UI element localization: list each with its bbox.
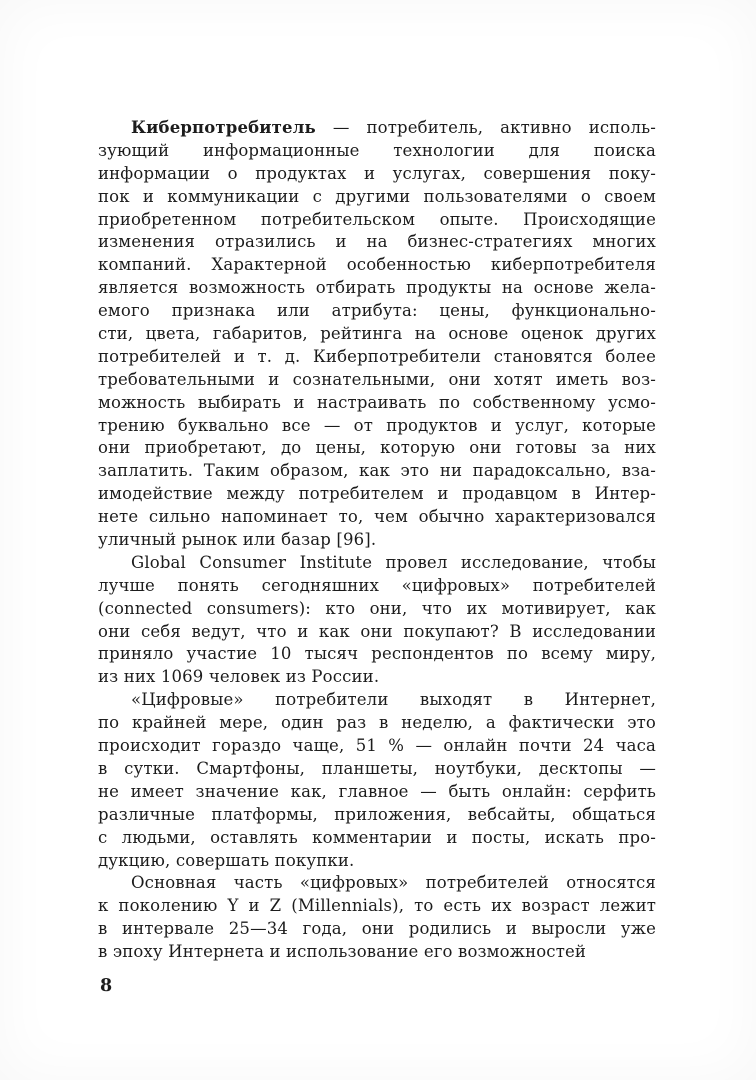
text-line: заплатить. Таким образом, как это ни парадоксально, вза- — [98, 461, 656, 481]
text-line: информации о продуктах и услугах, совершения поку- — [98, 163, 656, 183]
text-line: приняло участие 10 тысяч респондентов по всему миру, — [98, 644, 656, 664]
text-line: различные платформы, приложения, вебсайты, общаться — [98, 804, 656, 824]
paragraph — [98, 872, 656, 964]
text-line: в эпоху Интернета и использование его возможностей — [98, 942, 587, 962]
text-line: Global Consumer Institute провел исследование, чтобы — [131, 552, 656, 572]
text-line: зующий информационные технологии для поиска — [98, 140, 656, 160]
text-line: потребителей и т. д. Киберпотребители становятся более — [98, 346, 656, 366]
text-line: не имеет значение как, главное — быть онлайн: серфить — [98, 781, 656, 801]
text-line: с людьми, оставлять комментарии и посты, искать про- — [98, 827, 656, 847]
text-line: нете сильно напоминает то, чем обычно характеризовался — [98, 507, 656, 527]
text-line: Киберпотребитель — потребитель, активно исполь- — [131, 118, 656, 137]
text-line: сти, цвета, габаритов, рейтинга на основе оценок других — [98, 324, 656, 344]
text-line: «Цифровые» потребители выходят в Интернет, — [131, 690, 656, 710]
paragraph — [98, 552, 656, 689]
paragraph — [98, 689, 656, 872]
text-line: к поколению Y и Z (Millennials), то есть их возраст лежит — [98, 896, 656, 916]
paragraph — [98, 117, 656, 552]
text-line: трению буквально все — от продуктов и услуг, которые — [98, 415, 656, 435]
text-line: можность выбирать и настраивать по собственному усмо- — [98, 392, 656, 412]
text-line: они приобретают, до цены, которую они готовы за них — [98, 438, 656, 458]
text-line: в интервале 25—34 года, они родились и выросли уже — [98, 919, 656, 939]
text-line: емого признака или атрибута: цены, функционально- — [98, 301, 656, 321]
text-line: пок и коммуникации с другими пользователями о своем — [98, 186, 656, 206]
text-line: из них 1069 человек из России. — [98, 667, 380, 687]
text-line: лучше понять сегодняшних «цифровых» потребителей — [98, 575, 656, 595]
text-line: имодействие между потребителем и продавцом в Интер- — [98, 484, 656, 504]
text-line: приобретенном потребительском опыте. Происходящие — [98, 209, 656, 229]
text-line: уличный рынок или базар [96]. — [98, 530, 377, 550]
lead-bold-term: Киберпотребитель — [131, 118, 316, 137]
text-line: в сутки. Смартфоны, планшеты, ноутбуки, десктопы — — [98, 758, 656, 778]
text-line: происходит гораздо чаще, 51 % — онлайн почти 24 часа — [98, 736, 656, 756]
text-line: по крайней мере, один раз в неделю, а фактически это — [98, 713, 656, 733]
page-number: 8 — [100, 976, 113, 996]
page-text-block — [98, 117, 656, 964]
text-line: Основная часть «цифровых» потребителей относятся — [131, 873, 656, 893]
text-line: они себя ведут, что и как они покупают? В исследовании — [98, 621, 656, 641]
text-line: является возможность отбирать продукты на основе жела- — [98, 278, 656, 298]
text-line: компаний. Характерной особенностью киберпотребителя — [98, 255, 656, 275]
text-line: дукцию, совершать покупки. — [98, 850, 355, 870]
text-line: (connected consumers): кто они, что их мотивирует, как — [98, 598, 656, 618]
text-line: изменения отразились и на бизнес-стратегиях многих — [98, 232, 656, 252]
text-line: требовательными и сознательными, они хотят иметь воз- — [98, 369, 656, 389]
